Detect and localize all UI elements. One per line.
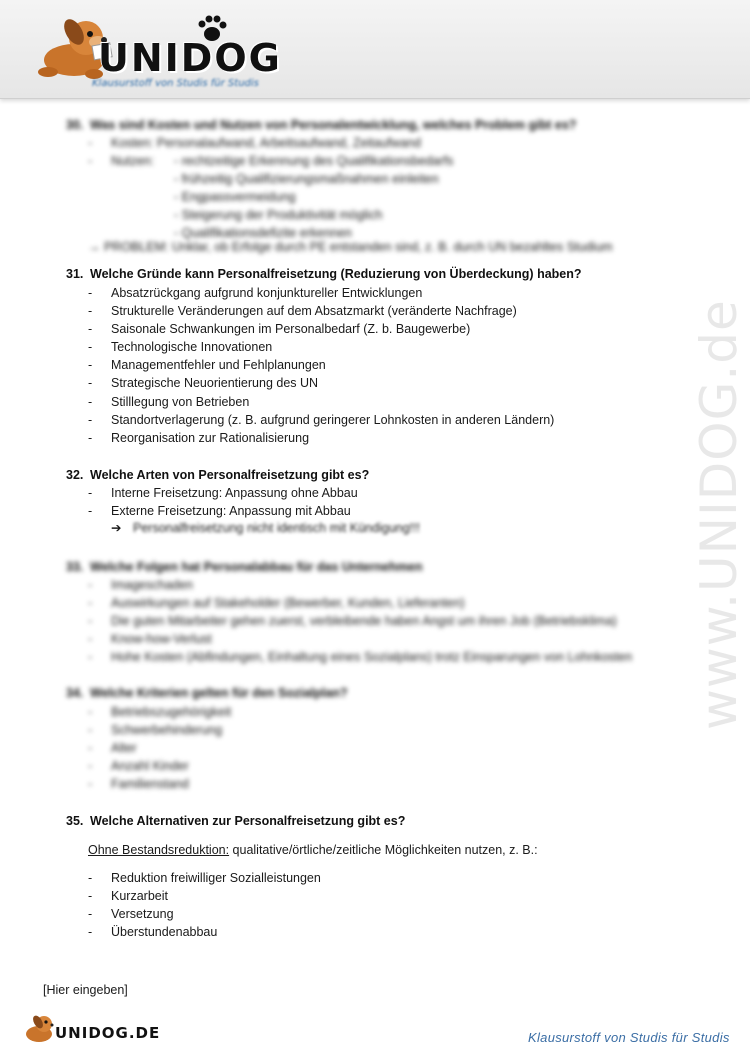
list-item: Auswirkungen auf Stakeholder (Bewerber, Kunden, Lieferanten) <box>111 596 465 610</box>
arrow-icon: ➔ <box>111 521 122 535</box>
list-item: - Engpassvermeidung <box>174 190 296 204</box>
question-heading <box>66 267 582 281</box>
question-title: Welche Arten von Personalfreisetzung gibt es? <box>90 468 370 482</box>
list-item: Hohe Kosten (Abfindungen, Einhaltung eines Sozialplans) trotz Einsparungen von Lohnkosten <box>111 650 633 664</box>
list-item: Reduktion freiwilliger Sozialleistungen <box>111 871 321 885</box>
question-number: 31. <box>66 267 84 281</box>
list-item: Kurzarbeit <box>111 889 168 903</box>
list-item: Kosten: Personalaufwand, Arbeitsaufwand, Zeitaufwand <box>111 136 421 150</box>
arrow-note: Personalfreisetzung nicht identisch mit Kündigung!!! <box>133 521 420 535</box>
question-heading <box>66 118 576 132</box>
footer-logo-text: UNIDOG.DE <box>55 1024 161 1042</box>
list-item: Externe Freisetzung: Anpassung mit Abbau <box>111 504 351 518</box>
list-item: Standortverlagerung (z. B. aufgrund geringerer Lohnkosten in anderen Ländern) <box>111 413 555 427</box>
logo-text: UNIDOG <box>98 36 282 80</box>
list-item: Nutzen: <box>111 154 155 168</box>
list-item: Technologische Innovationen <box>111 340 273 354</box>
list-item: Strategische Neuorientierung des UN <box>111 376 319 390</box>
list-item: - frühzeitig Qualifizierungsmaßnahmen einleiten <box>174 172 439 186</box>
list-item: Überstundenabbau <box>111 925 218 939</box>
question-number: 32. <box>66 468 84 482</box>
placeholder-text[interactable]: [Hier eingeben] <box>43 983 128 997</box>
list-item: Strukturelle Veränderungen auf dem Absatzmarkt (veränderte Nachfrage) <box>111 304 517 318</box>
intro-underlined: Ohne Bestandsreduktion: <box>88 843 230 857</box>
list-item: Managementfehler und Fehlplanungen <box>111 358 326 372</box>
logo-subtitle: Klausurstoff von Studis für Studis <box>92 78 259 89</box>
question-title: Welche Gründe kann Personalfreisetzung (Reduzierung von Überdeckung) haben? <box>90 267 582 281</box>
list-item: Stilllegung von Betrieben <box>111 395 250 409</box>
question-number: 34. <box>66 686 84 700</box>
question-title: Was sind Kosten und Nutzen von Personalentwicklung, welches Problem gibt es? <box>90 118 577 132</box>
dog-logo-icon <box>22 1012 56 1044</box>
question-title: Welche Alternativen zur Personalfreisetzung gibt es? <box>90 814 406 828</box>
list-item: - rechtzeitige Erkennung des Qualifikationsbedarfs <box>174 154 454 168</box>
question-number: 30. <box>66 118 84 132</box>
list-item: Anzahl Kinder <box>111 759 189 773</box>
question-title: Welche Folgen hat Personalabbau für das Unternehmen <box>90 560 423 574</box>
question-heading <box>66 814 405 828</box>
intro-rest: qualitative/örtliche/zeitliche Möglichkeiten nutzen, z. B.: <box>229 843 538 857</box>
list-item: Know-how-Verlust <box>111 632 212 646</box>
list-item: → PROBLEM: Unklar, ob Erfolge durch PE entstanden sind, z. B. durch UN bezahltes Studium <box>88 240 613 254</box>
list-item: - Qualifikationsdefizite erkennen <box>174 226 352 240</box>
question-heading <box>66 686 347 700</box>
list-item: Die guten Mitarbeiter gehen zuerst, verbleibende haben Angst um ihren Job (Betriebsklima) <box>111 614 617 628</box>
list-item: Reorganisation zur Rationalisierung <box>111 431 310 445</box>
watermark: www.UNIDOG.de <box>690 299 748 730</box>
list-item: Versetzung <box>111 907 174 921</box>
list-item: Absatzrückgang aufgrund konjunktureller Entwicklungen <box>111 286 423 300</box>
question-number: 35. <box>66 814 84 828</box>
intro-line <box>88 843 538 857</box>
list-item: Schwerbehinderung <box>111 723 223 737</box>
list-item: Betriebszugehörigkeit <box>111 705 232 719</box>
list-item: - Steigerung der Produktivität möglich <box>174 208 383 222</box>
list-item: Familienstand <box>111 777 189 791</box>
question-title: Welche Kriterien gelten für den Sozialplan? <box>90 686 348 700</box>
list-item: Imageschaden <box>111 578 194 592</box>
page-header <box>0 0 750 99</box>
question-heading <box>66 560 422 574</box>
question-heading <box>66 468 369 482</box>
list-item: Alter <box>111 741 137 755</box>
question-number: 33. <box>66 560 84 574</box>
list-item: Interne Freisetzung: Anpassung ohne Abbau <box>111 486 358 500</box>
list-item: Saisonale Schwankungen im Personalbedarf (Z. b. Baugewerbe) <box>111 322 471 336</box>
footer-tagline: Klausurstoff von Studis für Studis <box>528 1030 730 1045</box>
